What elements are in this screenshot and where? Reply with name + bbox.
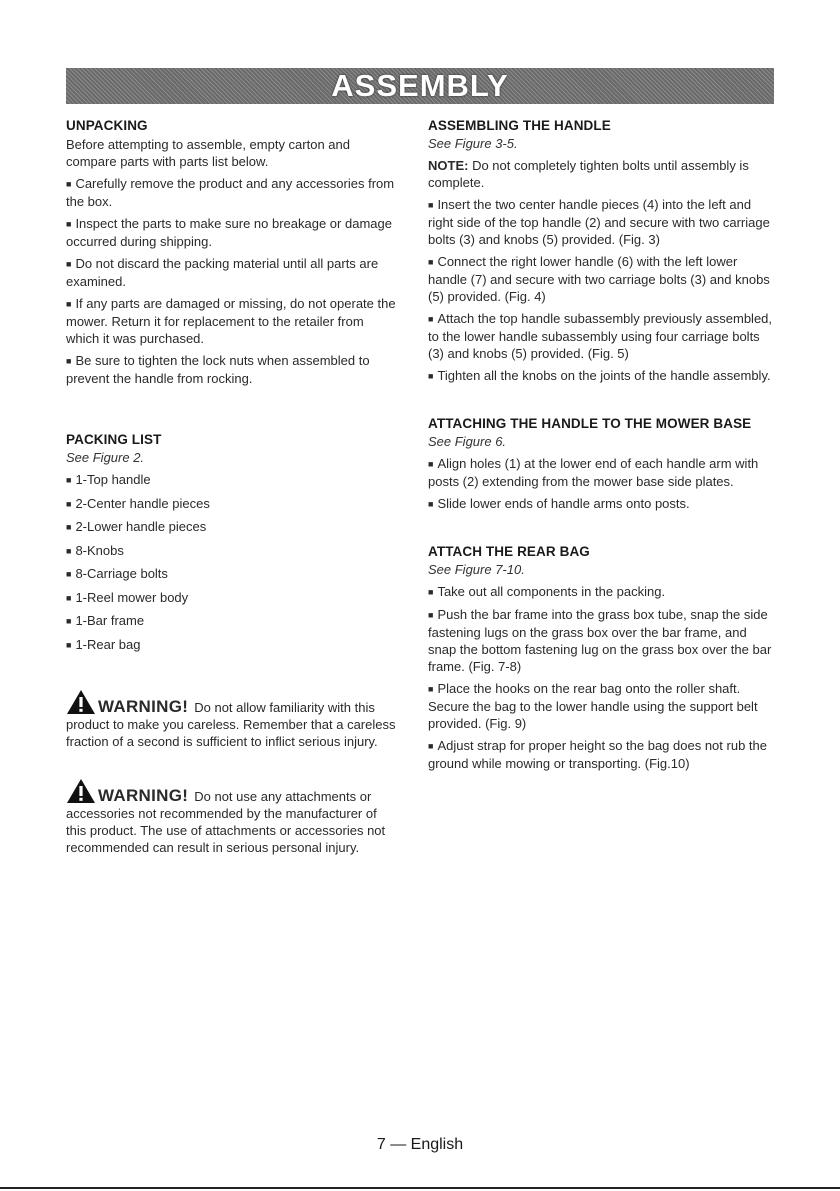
assembling-handle-heading: ASSEMBLING THE HANDLE xyxy=(428,118,611,133)
warning-triangle-icon xyxy=(66,778,96,804)
bullet-text: If any parts are damaged or missing, do not operate the mower. Return it for replacement to the retailer from which it was purchased. xyxy=(66,296,396,346)
assembling-handle-figure-ref: See Figure 3-5. xyxy=(428,136,518,151)
packing-list-section xyxy=(66,432,396,654)
rear-bag-heading: ATTACH THE REAR BAG xyxy=(428,544,590,559)
section-banner xyxy=(66,68,774,104)
rear-bag-section xyxy=(428,544,773,772)
square-bullet-icon: ■ xyxy=(66,219,72,229)
right-column xyxy=(428,118,773,777)
attaching-handle-section xyxy=(428,416,773,513)
unpacking-heading: UNPACKING xyxy=(66,118,148,133)
note-label: NOTE: xyxy=(428,158,469,173)
warning-label: WARNING! xyxy=(98,786,189,805)
square-bullet-icon: ■ xyxy=(428,257,434,267)
warning-triangle-icon xyxy=(66,689,96,715)
square-bullet-icon: ■ xyxy=(66,498,72,509)
packing-list-heading: PACKING LIST xyxy=(66,432,162,447)
bullet-text: Do not discard the packing material until all parts are examined. xyxy=(66,256,379,289)
assembly-bullet: ■ Connect the right lower handle (6) with the left lower handle (7) and secure with two carriage bolts (3) and knobs (5) provided. (Fig. 4) xyxy=(428,254,770,304)
unpacking-bullet xyxy=(66,175,396,210)
attaching-handle-figure-ref: See Figure 6. xyxy=(428,434,507,449)
square-bullet-icon: ■ xyxy=(428,610,434,620)
unpacking-bullet xyxy=(66,255,396,290)
unpacking-bullet xyxy=(66,295,396,347)
assembling-handle-section xyxy=(428,118,773,385)
list-item: ■ 8-Knobs xyxy=(66,542,124,558)
page-bottom-rule xyxy=(0,1187,840,1189)
list-item: ■ 1-Bar frame xyxy=(66,613,145,628)
bullet-text: Inspect the parts to make sure no breakage or damage occurred during shipping. xyxy=(66,216,392,249)
square-bullet-icon: ■ xyxy=(66,592,72,603)
list-item: ■ 2-Lower handle pieces xyxy=(66,519,207,534)
rear-bag-bullet: ■ Push the bar frame into the grass box tube, snap the side fastening lugs on the grass box over the bar frame, and snap the bottom fastening lug on the grass box over the bar frame. (Fig. 7-8) xyxy=(428,607,772,674)
square-bullet-icon: ■ xyxy=(66,569,72,579)
attaching-handle-heading: ATTACHING THE HANDLE TO THE MOWER BASE xyxy=(428,416,752,431)
warning-familiarity xyxy=(66,689,396,750)
left-column xyxy=(66,118,396,856)
rear-bag-bullet: ■ Place the hooks on the rear bag onto the roller shaft. Secure the bag to the lower handle using the support belt provided. (Fig. 9) xyxy=(428,681,758,731)
square-bullet-icon: ■ xyxy=(428,499,434,509)
packing-list-figure-ref: See Figure 2. xyxy=(66,450,145,465)
bullet-text: Carefully remove the product and any accessories from the box. xyxy=(66,176,395,209)
warning-label: WARNING! xyxy=(98,697,189,716)
assembly-bullet: ■ Insert the two center handle pieces (4) into the left and right side of the top handle (2) and secure with two carriage bolts (3) and knobs (5) provided. (Fig. 3) xyxy=(428,197,770,247)
square-bullet-icon: ■ xyxy=(66,545,72,556)
square-bullet-icon: ■ xyxy=(428,684,434,694)
note-paragraph xyxy=(428,157,773,191)
attach-bullet: ■ Slide lower ends of handle arms onto posts. xyxy=(428,496,690,511)
square-bullet-icon: ■ xyxy=(66,616,72,626)
square-bullet-icon: ■ xyxy=(66,475,72,485)
square-bullet-icon: ■ xyxy=(66,356,72,366)
list-item: ■ 1-Reel mower body xyxy=(66,589,189,605)
square-bullet-icon: ■ xyxy=(428,314,434,324)
unpacking-bullet xyxy=(66,215,396,250)
assembly-bullet: ■ Attach the top handle subassembly previously assembled, to the lower handle subassembly using four carriage bolts (3) and knobs (5) provided. (Fig. 5) xyxy=(428,311,773,361)
square-bullet-icon: ■ xyxy=(428,587,434,597)
warning-text: Do not allow familiarity with this product to make you careless. Remember that a careless fraction of a second is sufficient to inflict serious injury. xyxy=(66,700,396,749)
unpacking-intro: Before attempting to assemble, empty carton and compare parts with parts list below. xyxy=(66,137,350,169)
note-text: Do not completely tighten bolts until assembly is complete. xyxy=(428,158,749,190)
warning-paragraph xyxy=(66,778,396,856)
bullet-text: Be sure to tighten the lock nuts when assembled to prevent the handle from rocking. xyxy=(66,353,370,386)
warning-attachments xyxy=(66,778,396,856)
square-bullet-icon: ■ xyxy=(66,259,72,269)
rear-bag-bullet: ■ Take out all components in the packing. xyxy=(428,584,666,599)
warning-text: Do not use any attachments or accessories not recommended by the manufacturer of this product. The use of attachments or accessories not recommended can result in serious personal injury. xyxy=(66,789,386,855)
square-bullet-icon: ■ xyxy=(66,179,72,189)
list-item: ■ 1-Top handle xyxy=(66,472,151,487)
page-footer: 7 — English xyxy=(376,1136,464,1153)
square-bullet-icon: ■ xyxy=(66,522,72,532)
warning-paragraph xyxy=(66,689,396,750)
square-bullet-icon: ■ xyxy=(66,639,72,650)
square-bullet-icon: ■ xyxy=(428,371,434,381)
square-bullet-icon: ■ xyxy=(428,200,434,210)
packing-list xyxy=(66,471,396,654)
assembly-bullet: ■ Tighten all the knobs on the joints of the handle assembly. xyxy=(428,368,771,383)
attach-bullet: ■ Align holes (1) at the lower end of each handle arm with posts (2) extending from the mower base side plates. xyxy=(428,456,759,489)
rear-bag-figure-ref: See Figure 7-10. xyxy=(428,562,525,577)
list-item: ■ 8-Carriage bolts xyxy=(66,566,168,581)
list-item: ■ 2-Center handle pieces xyxy=(66,495,210,511)
unpacking-section xyxy=(66,118,396,387)
unpacking-bullet xyxy=(66,352,396,387)
square-bullet-icon: ■ xyxy=(428,741,434,751)
banner-title: ASSEMBLY xyxy=(331,68,509,103)
square-bullet-icon: ■ xyxy=(66,299,72,309)
list-item: ■ 1-Rear bag xyxy=(66,636,141,652)
square-bullet-icon: ■ xyxy=(428,459,434,469)
rear-bag-bullet: ■ Adjust strap for proper height so the bag does not rub the ground while mowing or transporting. (Fig.10) xyxy=(428,738,767,771)
